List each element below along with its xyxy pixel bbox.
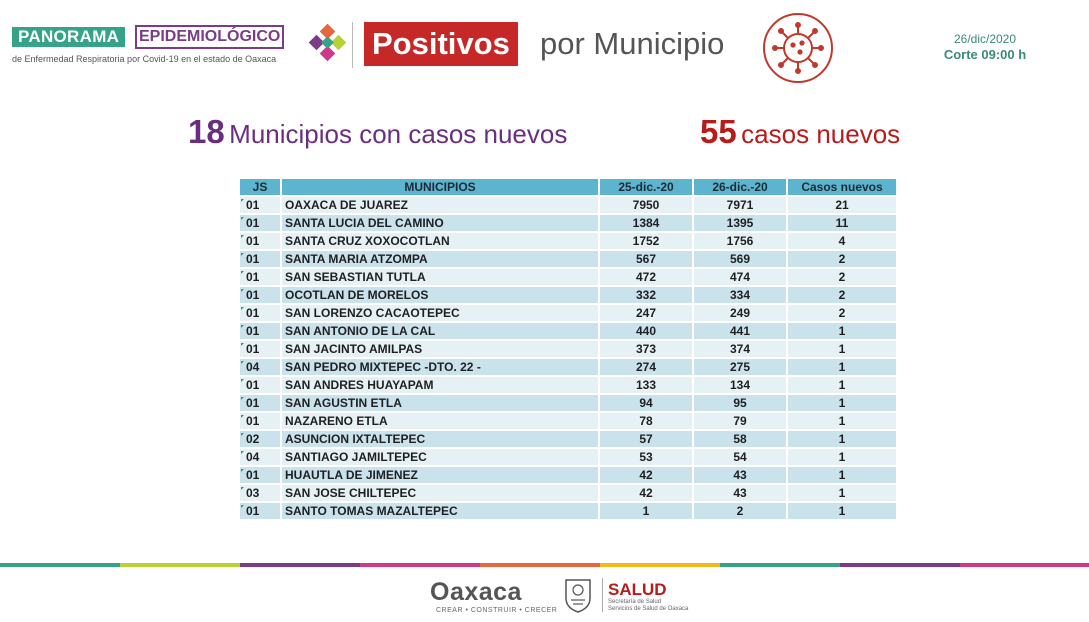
cell-a: 133 [599, 376, 693, 394]
cell-b: 79 [693, 412, 787, 430]
table-row [240, 304, 896, 322]
cell-mun: SANTIAGO JAMILTEPEC [281, 448, 599, 466]
epidemiologico-tag: EPIDEMIOLÓGICO [135, 25, 284, 49]
cell-a: 1752 [599, 232, 693, 250]
cell-js: 01 [240, 412, 281, 430]
table-row [240, 412, 896, 430]
table-row [240, 448, 896, 466]
cell-a: 7950 [599, 196, 693, 214]
cell-js: 01 [240, 250, 281, 268]
table-header-row [240, 179, 896, 196]
cell-js: 04 [240, 358, 281, 376]
virus-icon [762, 12, 834, 84]
cell-n: 2 [787, 250, 896, 268]
table-row [240, 376, 896, 394]
cell-a: 247 [599, 304, 693, 322]
col-26-dic: 26-dic.-20 [693, 179, 787, 196]
header-divider [352, 22, 353, 68]
cell-mun: SAN ANDRES HUAYAPAM [281, 376, 599, 394]
cell-n: 1 [787, 466, 896, 484]
cell-n: 4 [787, 232, 896, 250]
table-row [240, 250, 896, 268]
cell-js: 03 [240, 484, 281, 502]
cell-n: 1 [787, 376, 896, 394]
cell-mun: ASUNCION IXTALTEPEC [281, 430, 599, 448]
cell-b: 2 [693, 502, 787, 519]
cell-js: 04 [240, 448, 281, 466]
table-row [240, 358, 896, 376]
cell-n: 1 [787, 340, 896, 358]
cell-a: 332 [599, 286, 693, 304]
positivos-title: Positivos [364, 22, 518, 66]
cell-js: 02 [240, 430, 281, 448]
cell-b: 1395 [693, 214, 787, 232]
report-cutoff: Corte 09:00 h [943, 47, 1027, 62]
cell-a: 373 [599, 340, 693, 358]
cell-b: 474 [693, 268, 787, 286]
oaxaca-logo-text: Oaxaca [430, 578, 522, 606]
cell-b: 1756 [693, 232, 787, 250]
cell-js: 01 [240, 466, 281, 484]
col-js: JS [240, 179, 281, 196]
cell-mun: SANTA LUCIA DEL CAMINO [281, 214, 599, 232]
cell-js: 01 [240, 196, 281, 214]
col-25-dic: 25-dic.-20 [599, 179, 693, 196]
cell-mun: OAXACA DE JUAREZ [281, 196, 599, 214]
table-row [240, 268, 896, 286]
cell-mun: SAN LORENZO CACAOTEPEC [281, 304, 599, 322]
cell-mun: SAN JACINTO AMILPAS [281, 340, 599, 358]
table-row [240, 430, 896, 448]
cell-n: 1 [787, 448, 896, 466]
municipios-table [240, 179, 886, 519]
casos-stat [700, 113, 900, 151]
cell-a: 567 [599, 250, 693, 268]
cell-a: 274 [599, 358, 693, 376]
salud-subtitle [608, 599, 688, 613]
report-date: 26/dic/2020 [953, 32, 1017, 46]
cell-n: 11 [787, 214, 896, 232]
table-row [240, 466, 896, 484]
table-row [240, 196, 896, 214]
cell-n: 2 [787, 268, 896, 286]
cell-mun: SANTA MARIA ATZOMPA [281, 250, 599, 268]
salud-logo-text: SALUD [608, 580, 667, 599]
cell-b: 7971 [693, 196, 787, 214]
cell-js: 01 [240, 322, 281, 340]
table-row [240, 322, 896, 340]
por-municipio-title: por Municipio [540, 26, 725, 61]
municipios-stat [188, 113, 567, 151]
col-casos-nuevos: Casos nuevos [787, 179, 896, 196]
cell-mun: HUAUTLA DE JIMENEZ [281, 466, 599, 484]
cell-mun: SAN JOSE CHILTEPEC [281, 484, 599, 502]
cell-b: 134 [693, 376, 787, 394]
cell-a: 78 [599, 412, 693, 430]
cell-b: 374 [693, 340, 787, 358]
cell-js: 01 [240, 304, 281, 322]
cell-mun: OCOTLAN DE MORELOS [281, 286, 599, 304]
cell-n: 1 [787, 322, 896, 340]
cell-a: 94 [599, 394, 693, 412]
cell-js: 01 [240, 232, 281, 250]
col-municipios: MUNICIPIOS [281, 179, 599, 196]
cell-js: 01 [240, 376, 281, 394]
cell-n: 1 [787, 484, 896, 502]
cell-n: 2 [787, 304, 896, 322]
cell-b: 334 [693, 286, 787, 304]
cell-b: 275 [693, 358, 787, 376]
table-row [240, 340, 896, 358]
cell-mun: NAZARENO ETLA [281, 412, 599, 430]
table-row [240, 394, 896, 412]
cell-mun: SAN PEDRO MIXTEPEC -DTO. 22 - [281, 358, 599, 376]
cell-js: 01 [240, 502, 281, 519]
footer-logos [430, 576, 689, 616]
cell-js: 01 [240, 394, 281, 412]
header-subtitle: de Enfermedad Respiratoria por Covid-19 en el estado de Oaxaca [12, 54, 277, 64]
cell-b: 249 [693, 304, 787, 322]
cell-b: 569 [693, 250, 787, 268]
cell-a: 440 [599, 322, 693, 340]
cell-mun: SANTA CRUZ XOXOCOTLAN [281, 232, 599, 250]
cell-b: 43 [693, 466, 787, 484]
casos-count: 55 [700, 113, 737, 150]
cell-b: 43 [693, 484, 787, 502]
cell-n: 21 [787, 196, 896, 214]
salud-sub-2: Servicios de Salud de Oaxaca [608, 606, 689, 612]
cell-mun: SAN AGUSTIN ETLA [281, 394, 599, 412]
salud-sub-1: Secretaría de Salud [608, 599, 662, 605]
panorama-tag: PANORAMA [12, 27, 125, 47]
state-seal-icon [562, 576, 594, 614]
cell-js: 01 [240, 340, 281, 358]
municipios-count: 18 [188, 113, 225, 150]
table-row [240, 502, 896, 519]
cell-b: 54 [693, 448, 787, 466]
cell-mun: SAN SEBASTIAN TUTLA [281, 268, 599, 286]
cell-a: 42 [599, 484, 693, 502]
cell-n: 1 [787, 394, 896, 412]
cell-mun: SAN ANTONIO DE LA CAL [281, 322, 599, 340]
cell-a: 1 [599, 502, 693, 519]
cell-b: 441 [693, 322, 787, 340]
cell-a: 1384 [599, 214, 693, 232]
cell-a: 472 [599, 268, 693, 286]
cell-js: 01 [240, 214, 281, 232]
table-row [240, 484, 896, 502]
cell-n: 1 [787, 412, 896, 430]
panorama-logo [12, 22, 357, 70]
cell-js: 01 [240, 268, 281, 286]
cell-b: 95 [693, 394, 787, 412]
municipios-label: Municipios con casos nuevos [229, 119, 568, 149]
cell-b: 58 [693, 430, 787, 448]
diamond-logo-icon [308, 24, 348, 64]
cell-n: 1 [787, 502, 896, 519]
footer-divider [602, 578, 603, 612]
oaxaca-slogan: CREAR • CONSTRUIR • CRECER [436, 607, 558, 614]
cell-a: 57 [599, 430, 693, 448]
footer-color-stripe [0, 563, 1089, 567]
cell-a: 53 [599, 448, 693, 466]
cell-n: 2 [787, 286, 896, 304]
cell-mun: SANTO TOMAS MAZALTEPEC [281, 502, 599, 519]
cell-js: 01 [240, 286, 281, 304]
table-row [240, 214, 896, 232]
cell-n: 1 [787, 430, 896, 448]
table-row [240, 232, 896, 250]
casos-label: casos nuevos [741, 119, 901, 149]
cell-n: 1 [787, 358, 896, 376]
table-row [240, 286, 896, 304]
cell-a: 42 [599, 466, 693, 484]
